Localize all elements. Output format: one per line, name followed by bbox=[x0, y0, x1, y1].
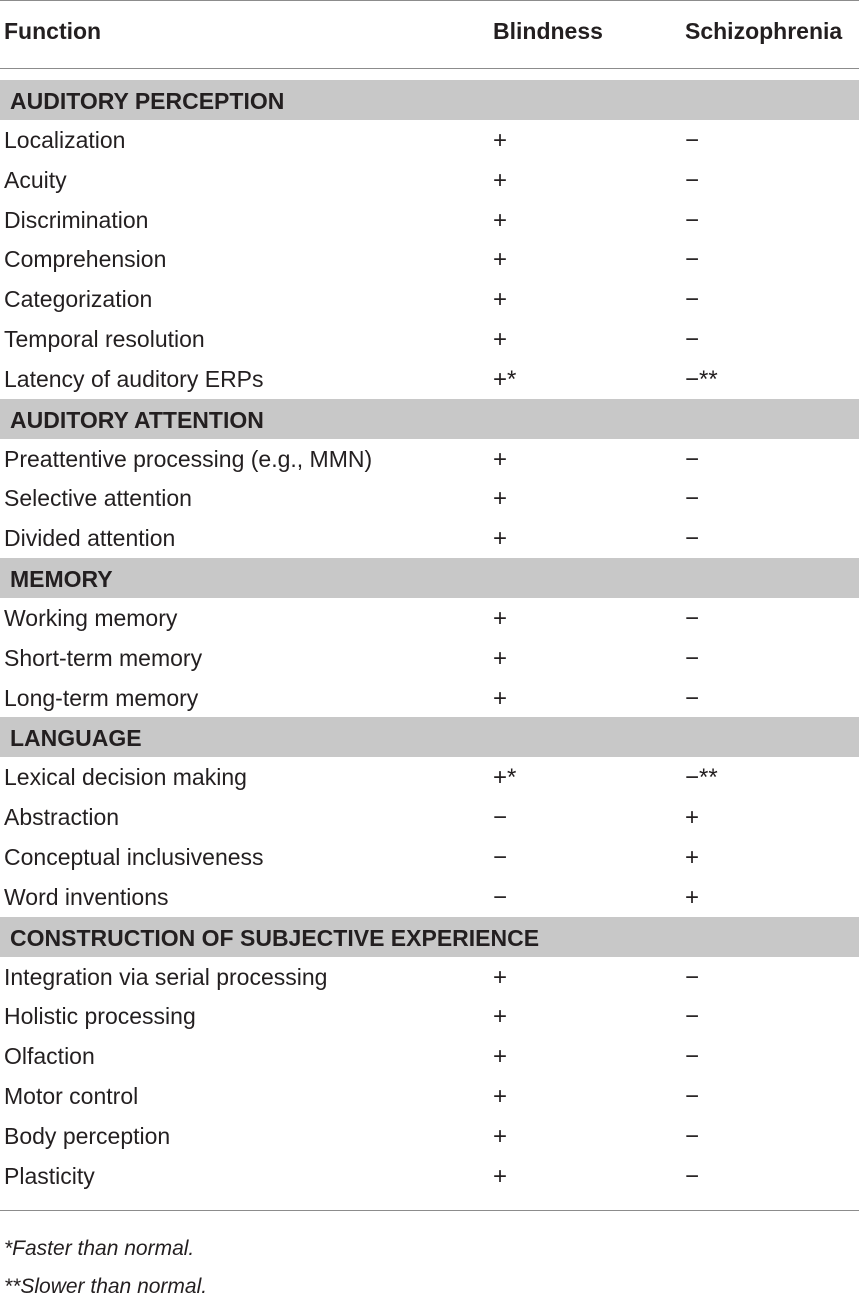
blindness-cell: + bbox=[493, 445, 508, 473]
schizophrenia-cell: − bbox=[685, 127, 700, 154]
section-title: LANGUAGE bbox=[10, 725, 142, 752]
table-header bbox=[0, 0, 859, 68]
section-title: MEMORY bbox=[10, 565, 113, 592]
schizophrenia-cell: − bbox=[685, 525, 700, 553]
schizophrenia-cell: − bbox=[685, 445, 700, 473]
schizophrenia-cell: − bbox=[685, 485, 700, 513]
function-cell: Working memory bbox=[4, 604, 178, 631]
table-row bbox=[0, 279, 859, 319]
schizophrenia-cell: − bbox=[685, 1082, 700, 1110]
function-cell: Latency of auditory ERPs bbox=[4, 365, 264, 392]
table-row bbox=[0, 478, 859, 518]
blindness-cell: − bbox=[493, 883, 508, 911]
section-header-row bbox=[0, 399, 859, 439]
section-header-row bbox=[0, 717, 859, 757]
function-cell: Short-term memory bbox=[4, 644, 203, 671]
blindness-cell: + bbox=[493, 684, 508, 712]
schizophrenia-cell: + bbox=[685, 804, 700, 832]
function-cell: Abstraction bbox=[4, 804, 120, 831]
function-cell: Acuity bbox=[4, 166, 67, 193]
table-row bbox=[0, 877, 859, 917]
blindness-cell: + bbox=[493, 246, 508, 274]
schizophrenia-cell: − bbox=[685, 684, 700, 712]
header-schizophrenia: Schizophrenia bbox=[685, 18, 843, 44]
table-row bbox=[0, 120, 859, 160]
table-row bbox=[0, 797, 859, 837]
blindness-cell: + bbox=[493, 485, 508, 513]
function-cell: Holistic processing bbox=[4, 1003, 196, 1030]
function-cell: Divided attention bbox=[4, 525, 176, 552]
blindness-cell: +* bbox=[493, 764, 517, 792]
function-cell: Lexical decision making bbox=[4, 764, 247, 791]
schizophrenia-cell: − bbox=[685, 1003, 700, 1031]
table-row bbox=[0, 837, 859, 877]
blindness-cell: + bbox=[493, 963, 508, 991]
blindness-cell: + bbox=[493, 206, 508, 234]
table-row bbox=[0, 439, 859, 479]
schizophrenia-cell: − bbox=[685, 644, 700, 672]
function-cell: Long-term memory bbox=[4, 684, 199, 711]
function-cell: Conceptual inclusiveness bbox=[4, 843, 264, 870]
blindness-cell: + bbox=[493, 166, 508, 194]
table-row bbox=[0, 518, 859, 558]
table-row bbox=[0, 200, 859, 240]
table-row bbox=[0, 996, 859, 1036]
schizophrenia-cell: − bbox=[685, 246, 700, 274]
header-function: Function bbox=[4, 18, 102, 44]
schizophrenia-cell: − bbox=[685, 1162, 700, 1190]
blindness-cell: + bbox=[493, 1082, 508, 1110]
function-cell: Discrimination bbox=[4, 206, 149, 233]
function-cell: Localization bbox=[4, 127, 126, 153]
function-cell: Word inventions bbox=[4, 883, 169, 910]
schizophrenia-cell: − bbox=[685, 604, 700, 632]
schizophrenia-cell: − bbox=[685, 286, 700, 314]
footnotes bbox=[4, 1230, 207, 1306]
blindness-cell: + bbox=[493, 525, 508, 553]
footnote-slower: **Slower than normal. bbox=[4, 1275, 208, 1298]
function-cell: Comprehension bbox=[4, 246, 167, 273]
schizophrenia-cell: − bbox=[685, 963, 700, 991]
table-row bbox=[0, 957, 859, 997]
blindness-cell: − bbox=[493, 804, 508, 832]
blindness-cell: + bbox=[493, 1162, 508, 1190]
function-cell: Plasticity bbox=[4, 1162, 95, 1189]
blindness-cell: + bbox=[493, 1043, 508, 1071]
table-body bbox=[0, 80, 859, 1195]
table-row bbox=[0, 678, 859, 718]
blindness-cell: − bbox=[493, 843, 508, 871]
blindness-cell: + bbox=[493, 127, 508, 154]
blindness-cell: + bbox=[493, 325, 508, 353]
table-row bbox=[0, 160, 859, 200]
function-cell: Olfaction bbox=[4, 1043, 95, 1070]
table-row bbox=[0, 359, 859, 399]
table-row bbox=[0, 1116, 859, 1156]
schizophrenia-cell: −** bbox=[685, 365, 718, 393]
blindness-cell: + bbox=[493, 1122, 508, 1150]
blindness-cell: + bbox=[493, 604, 508, 632]
table-row bbox=[0, 239, 859, 279]
function-cell: Temporal resolution bbox=[4, 325, 205, 352]
schizophrenia-cell: − bbox=[685, 1043, 700, 1071]
table-row bbox=[0, 1076, 859, 1116]
table-row bbox=[0, 1036, 859, 1076]
table-row bbox=[0, 757, 859, 797]
schizophrenia-cell: − bbox=[685, 325, 700, 353]
schizophrenia-cell: − bbox=[685, 206, 700, 234]
header-rule bbox=[0, 68, 859, 69]
function-cell: Motor control bbox=[4, 1082, 139, 1109]
function-cell: Body perception bbox=[4, 1122, 171, 1149]
table-row bbox=[0, 1156, 859, 1196]
schizophrenia-cell: −** bbox=[685, 764, 718, 792]
table-row bbox=[0, 319, 859, 359]
function-cell: Selective attention bbox=[4, 485, 192, 512]
section-title: AUDITORY PERCEPTION bbox=[10, 88, 285, 114]
section-header-row bbox=[0, 558, 859, 598]
schizophrenia-cell: − bbox=[685, 166, 700, 194]
blindness-cell: + bbox=[493, 286, 508, 314]
schizophrenia-cell: − bbox=[685, 1122, 700, 1150]
schizophrenia-cell: + bbox=[685, 843, 700, 871]
footer-rule bbox=[0, 1210, 859, 1211]
footnote-faster: *Faster than normal. bbox=[4, 1237, 195, 1260]
function-cell: Categorization bbox=[4, 286, 153, 313]
schizophrenia-cell: + bbox=[685, 883, 700, 911]
function-cell: Integration via serial processing bbox=[4, 963, 328, 990]
blindness-cell: +* bbox=[493, 365, 517, 393]
blindness-cell: + bbox=[493, 1003, 508, 1031]
table-row bbox=[0, 598, 859, 638]
header-blindness: Blindness bbox=[493, 18, 603, 44]
section-title: CONSTRUCTION OF SUBJECTIVE EXPERIENCE bbox=[10, 924, 540, 951]
section-header-row bbox=[0, 917, 859, 957]
section-title: AUDITORY ATTENTION bbox=[10, 406, 264, 433]
section-header-row bbox=[0, 80, 859, 120]
function-cell: Preattentive processing (e.g., MMN) bbox=[4, 445, 373, 472]
table-row bbox=[0, 638, 859, 678]
blindness-cell: + bbox=[493, 644, 508, 672]
